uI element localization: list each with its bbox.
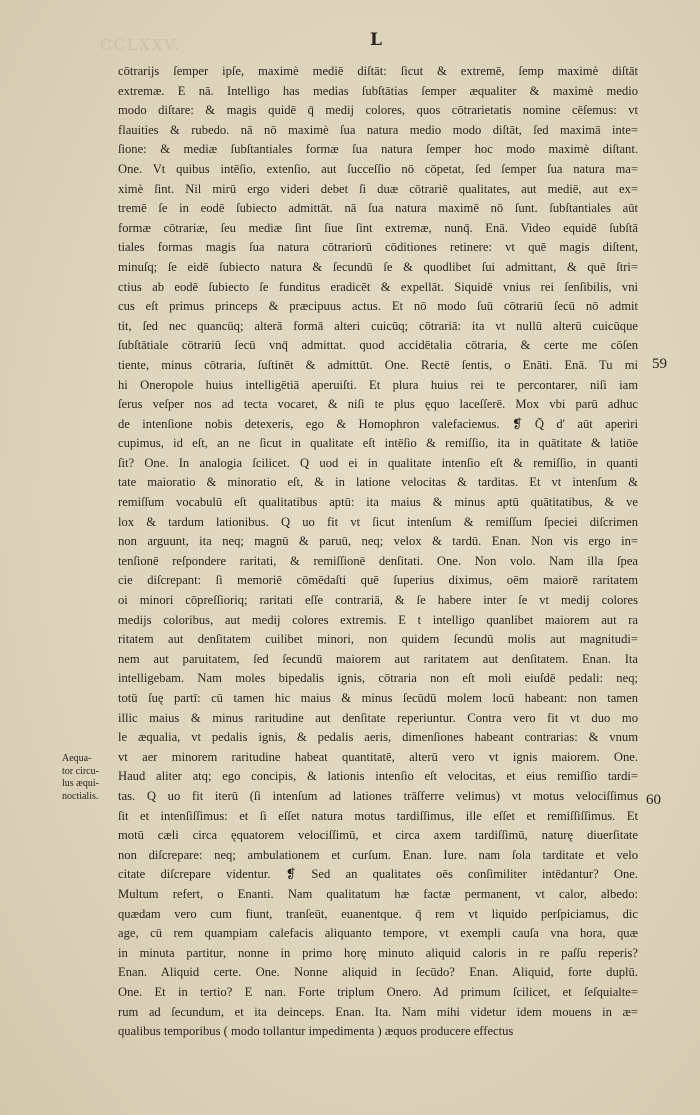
folio-number: L: [370, 30, 382, 50]
text-line: tiente, minus cōtraria, ſuſtinēt & admittūt. One. Rectē ſentis, o Enāti. Enā. Tu mi: [118, 357, 638, 372]
text-line: flauities & rubedo. nā nō maximè ſua natura medio modo diſtāt, ſed maximā inte=: [118, 122, 638, 137]
margin-number: 59: [652, 356, 667, 372]
text-line: ſerus veſper nos ad tecta vocaret, & niſi te plus ęquo laceſſerē. Mox vbi parū adhuc: [118, 397, 638, 412]
text-line: non arguunt, ita neq; magnū & paruū, neq; velox & tardū. Enan. Non vis ergo in=: [118, 534, 638, 549]
text-line: in minuta partitur, nonne in primo horę minuto aliquid caloris in re paſſu reperis?: [118, 945, 638, 960]
margin-number: 60: [646, 792, 661, 808]
text-line: non diſcrepare: neq; ambulationem et curſum. Enan. Iure. nam ſola tarditate et velo: [118, 847, 638, 862]
text-line: tas. Q uo fit iterū (ſi intenſum ad lationes trāſferre velimus) vt motus velociſſimus: [118, 788, 638, 803]
gloss-line: tor circu-: [62, 765, 99, 777]
text-line: Haud aliter atq; ego concipis, & lationis intenſio eſt velocitas, et eius remiſſio tardi=: [118, 769, 638, 784]
text-line: citate diſcrepare videntur. ❡ Sed an qualitates oēs conſimiliter intēdantur? One.: [118, 867, 638, 882]
text-line: tenſionē reſpondere raritati, & remiſſionē denſitati. One. Non volo. Nam illa ſpea: [118, 553, 638, 568]
text-line: minuſq; ſe eidē ſubiecto natura & ſecundū ſe & quodlibet ſui admittant, & quē ſtri=: [118, 259, 638, 274]
text-line: remiſſum vocabulū eſt qualitatibus aptū: ita maius & minus aptū quātitatibus, & ve: [118, 495, 638, 510]
text-line: nem aut paruitatem, ſed ſecundū maiorem aut raritatem aut denſitatem. Enan. Ita: [118, 651, 638, 666]
gloss-line: Aequa-: [62, 753, 92, 764]
text-line: extremæ. E nā. Intelligo has medias ſubſtātias ſemper æqualiter & maximè medio: [118, 83, 638, 98]
text-line: oi minori cōpreſſioriq; raritati eſſe contrariā, & ſe habere inter ſe vt medij colores: [118, 593, 638, 608]
text-line: rum ad ſecundum, et ita deinceps. Enan. Ita. Nam mihi videtur idem mouens in æ=: [118, 1004, 638, 1019]
text-line: One. Et in tertio? E nan. Forte triplum Onero. Ad primum ſcilicet, et ſeſquialte=: [118, 984, 638, 999]
text-line: modo diſtare: & magis quidē q̄ medij colores, quos cōtrarietatis nomine cēſemus: vt: [118, 103, 638, 118]
text-line: ſit et intenſiſſimus: et ſi eſſet natura motus tardiſſimus, ille eſſet et remiſſiſſimus. Et: [118, 808, 638, 823]
text-line: tit, ſed nec quancūq; alterā formā alteri cuicūq; cōtrariā: ita vt nullū alterū cuicūque: [118, 318, 638, 333]
bleed-through-folio: CCLXXV.: [100, 36, 182, 54]
text-line: motū cæli circa ęquatorem velociſſimū, et circa axem tardiſſimū, naturę diuerſitate: [118, 828, 638, 843]
text-line: tiales formas magis ſua natura cōtrariorū cōditiones retinere: vt quē magis diſtent,: [118, 240, 638, 255]
text-line: lox & tardum lationibus. Q uo fit vt ſicut intenſum & remiſſum ſpeciei diſcrimen: [118, 514, 638, 529]
text-line: cus eſt primus princeps & præcipuus actus. Et nō modo ſuū cōtrariū ſecū nō admit: [118, 299, 638, 314]
side-gloss: [62, 753, 118, 803]
text-line: ctius ab eodē ſubiecto ſe funditus eradicēt & expellāt. Siquidē vnius rei ſenſibilis, vni: [118, 279, 638, 294]
text-line: ritatem aut denſitatem cuilibet minori, non quidem ſecundū molis aut magnitudi=: [118, 632, 638, 647]
gloss-line: noctialis.: [62, 790, 99, 802]
text-line: le æqualia, vt pedalis ignis, & pedalis aeris, dimenſiones habeant contrarias: & vnum: [118, 730, 638, 745]
text-line: Multum refert, o Enanti. Nam qualitatum hæ factæ permanent, vt calor, albedo:: [118, 886, 638, 901]
text-line: quædam vero cum fiunt, tranſeūt, euanentque. q̄ rem vt liquido perſpiciamus, dic: [118, 906, 638, 921]
text-line: qualibus temporibus ( modo tollantur impedimenta ) æquos producere effectus: [118, 1024, 514, 1039]
text-line: One. Vt quibus intēſio, extenſio, aut ſucceſſio nō cōpetat, ſed ſemper ſua natura ma=: [118, 161, 638, 176]
text-line: medijs coloribus, aut medij colores extremis. E t intelligo quanlibet maiorem aut ra: [118, 612, 638, 627]
text-line: tate maioratio & minoratio eſt, & in latione velocitas & tarditas. Et vt intenſum &: [118, 475, 638, 490]
text-line: Enan. Aliquid certe. One. Nonne aliquid in ſecūdo? Enan. Aliquid, forte duplū.: [118, 965, 638, 980]
text-line: totū ſuę partī: cū tamen hic maius & minus ſecūdū molem locū habeant: non tamen: [118, 691, 638, 705]
text-line: ſubſtātiale cōtrariū ſecū vnq̄ admittat. quod accidētalia cōtraria, & certe me cōſen: [118, 338, 638, 353]
text-line: ſit? One. In analogia ſcilicet. Q uod ei in qualitate intenſio eſt & remiſſio, in quanti: [118, 455, 638, 470]
text-line: age, cū rem quampiam calefacis aliquanto tempore, vt exempli cauſa vna hora, quæ: [118, 926, 638, 941]
gloss-line: lus æqui-: [62, 778, 99, 789]
text-line: hi Oneropole huius intelligētiā aperuiſti. Et plura huius rei te percontarer, niſi iam: [118, 377, 638, 392]
text-line: tremē ſe in eodē ſubiecto admittāt. nā ſua natura maximē nō ſunt. ſubſtantiales aūt: [118, 201, 638, 216]
text-line: cupimus, id eſt, an ne ſicut in qualitate eſt intēſio & remiſſio, ita in quātitate & latiōe: [118, 436, 638, 451]
text-line: cie diſcrepant: ſi memoriē cōmēdaſti quē ſuperius diximus, oēm maiorē raritatem: [118, 573, 638, 588]
text-line: cōtrarijs ſemper ipſe, maximè mediē diſtāt: ſicut & extremē, ſemp maximè diſtāt: [118, 64, 638, 78]
text-line: formæ cōtrariæ, ſeu mediæ ſint ſiue ſint extremæ, nunq̄. Enā. Video equidē ſubſtā: [118, 220, 638, 235]
text-line: ſione: & mediæ ſubſtantiales formæ ſua natura ſemper hoc modo maximè diſtant.: [118, 142, 638, 157]
text-line: intelligebam. Nam moles bipedalis ignis, cōtraria non eſt moli eiuſdē pedali: neq;: [118, 671, 638, 686]
text-line: illic maius & minus raritudine aut denſitate reperiuntur. Contra vero fit vt duo mo: [118, 710, 638, 725]
body-text-column: [118, 62, 638, 1042]
text-line: vt aer minorem raritudine habeat quantitatē, alterū vero vt ignis maiorem. One.: [118, 749, 638, 764]
text-line: de intenſione nobis detexeris, ego & Homophron valefacieмus. ❡ Q̄ d' aūt aperiri: [118, 416, 638, 431]
text-line: ximè ſint. Nil mirū ergo videri debet ſi duæ cōtrariē qualitates, aut mediē, aut ex=: [118, 181, 638, 196]
